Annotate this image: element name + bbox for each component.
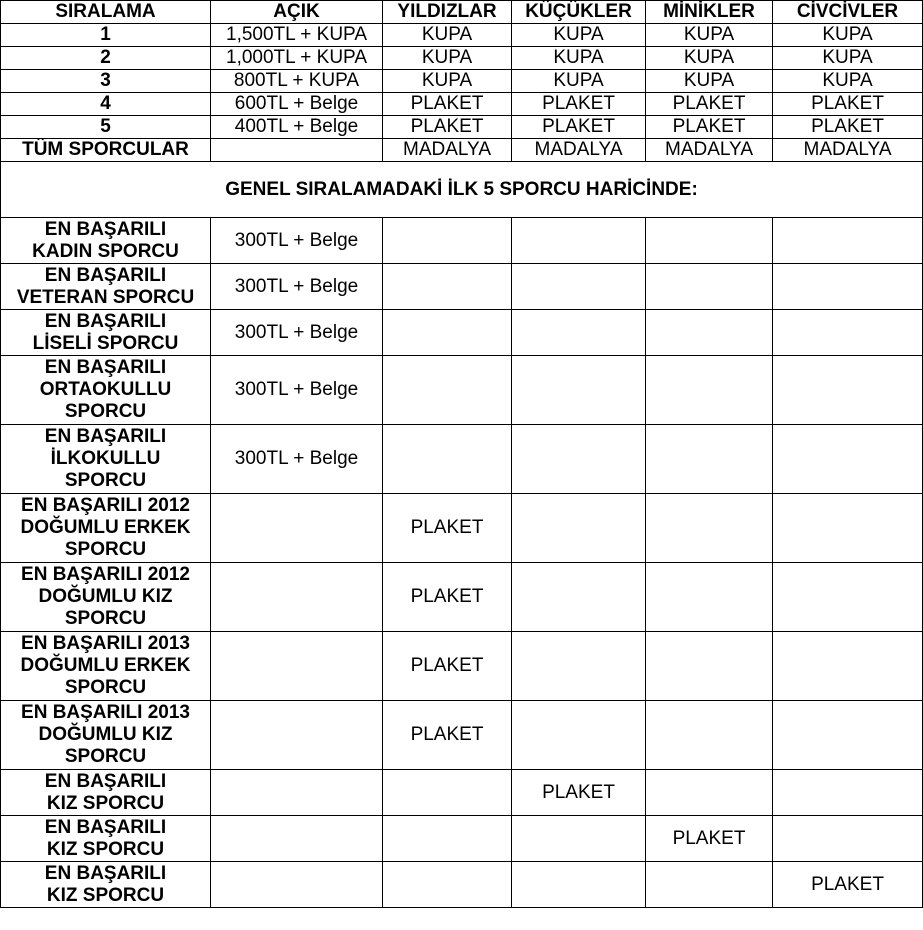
header-cell-civcivler: CİVCİVLER [773, 1, 923, 24]
table-cell [773, 632, 923, 701]
special-label [1, 494, 211, 563]
table-cell: KUPA [383, 47, 512, 70]
rank-label: 2 [1, 47, 211, 70]
table-cell [646, 356, 773, 425]
table-cell: PLAKET [512, 116, 646, 139]
label-line: DOĞUMLU KIZ [38, 586, 173, 607]
rank-row-5 [1, 116, 923, 139]
label-line: SPORCU [64, 401, 147, 422]
label-line: KADIN SPORCU [32, 240, 179, 262]
label-line: ORTAOKULLU [39, 379, 172, 400]
table-cell: PLAKET [646, 816, 773, 862]
rank-row-3 [1, 70, 923, 93]
table-cell [383, 218, 512, 264]
table-cell: KUPA [773, 24, 923, 47]
special-row-veteran [1, 264, 923, 310]
table-cell [383, 356, 512, 425]
rank-row-1 [1, 24, 923, 47]
table-cell [773, 264, 923, 310]
table-cell: 300TL + Belge [211, 310, 383, 356]
label-line: EN BAŞARILI [44, 862, 167, 884]
label-line: SPORCU [64, 539, 147, 560]
label-line: İLKOKULLU [50, 448, 161, 469]
label-line: KIZ SPORCU [46, 838, 165, 860]
table-cell [512, 494, 646, 563]
rank-row-2 [1, 47, 923, 70]
table-cell: PLAKET [512, 93, 646, 116]
table-cell [512, 862, 646, 908]
label-line: SPORCU [64, 470, 147, 491]
label-line: KIZ SPORCU [46, 792, 165, 814]
special-label [1, 310, 211, 356]
table-cell [646, 494, 773, 563]
special-label [1, 862, 211, 908]
table-cell [211, 494, 383, 563]
table-cell: MADALYA [773, 139, 923, 162]
special-label [1, 218, 211, 264]
table-cell [512, 356, 646, 425]
table-cell [646, 632, 773, 701]
label-line: EN BAŞARILI [44, 770, 167, 792]
table-cell [773, 218, 923, 264]
special-label [1, 632, 211, 701]
table-cell [383, 425, 512, 494]
table-cell: KUPA [512, 24, 646, 47]
rank-row-all-athletes [1, 139, 923, 162]
table-cell [773, 770, 923, 816]
special-row-liseli [1, 310, 923, 356]
table-cell [211, 139, 383, 162]
table-cell: KUPA [646, 70, 773, 93]
table-cell [646, 770, 773, 816]
header-cell-yildizlar: YILDIZLAR [383, 1, 512, 24]
special-label [1, 701, 211, 770]
table-cell: 300TL + Belge [211, 264, 383, 310]
label-line: DOĞUMLU ERKEK [20, 655, 191, 676]
label-line: EN BAŞARILI 2013 [21, 702, 190, 723]
table-cell: KUPA [512, 47, 646, 70]
table-cell: 1,000TL + KUPA [211, 47, 383, 70]
header-cell-acik: AÇIK [211, 1, 383, 24]
table-cell [211, 701, 383, 770]
table-cell [773, 356, 923, 425]
table-cell: PLAKET [773, 862, 923, 908]
table-cell [646, 218, 773, 264]
table-cell [211, 563, 383, 632]
table-cell: PLAKET [383, 116, 512, 139]
special-row-2012-erkek [1, 494, 923, 563]
special-row-2013-kiz [1, 701, 923, 770]
table-cell [211, 632, 383, 701]
table-cell: 300TL + Belge [211, 356, 383, 425]
note-text: GENEL SIRALAMADAKİ İLK 5 SPORCU HARİCİNDE: [1, 162, 923, 218]
label-line: VETERAN SPORCU [16, 286, 195, 308]
note-row [1, 162, 923, 218]
label-line: SPORCU [64, 608, 147, 629]
table-cell: 400TL + Belge [211, 116, 383, 139]
table-cell: PLAKET [512, 770, 646, 816]
special-row-2012-kiz [1, 563, 923, 632]
label-line: EN BAŞARILI 2012 [21, 564, 190, 585]
special-row-ilkokullu [1, 425, 923, 494]
special-label [1, 770, 211, 816]
table-cell: 300TL + Belge [211, 218, 383, 264]
label-line: EN BAŞARILI [44, 357, 167, 378]
label-line: EN BAŞARILI 2012 [21, 495, 190, 516]
table-cell [383, 310, 512, 356]
table-cell [773, 425, 923, 494]
special-row-kiz-minikler [1, 816, 923, 862]
table-cell [646, 425, 773, 494]
table-cell: KUPA [646, 24, 773, 47]
table-cell: PLAKET [646, 93, 773, 116]
table-cell [512, 218, 646, 264]
label-line: SPORCU [64, 746, 147, 767]
rank-label: 4 [1, 93, 211, 116]
table-cell [512, 701, 646, 770]
rank-row-4 [1, 93, 923, 116]
table-cell [646, 563, 773, 632]
table-cell [512, 264, 646, 310]
table-cell [646, 310, 773, 356]
label-line: DOĞUMLU ERKEK [20, 517, 191, 538]
label-line: EN BAŞARILI [44, 310, 167, 332]
special-row-ortaokullu [1, 356, 923, 425]
special-row-kiz-civcivler [1, 862, 923, 908]
table-cell [211, 816, 383, 862]
table-cell: 600TL + Belge [211, 93, 383, 116]
table-cell [773, 816, 923, 862]
special-row-kadin [1, 218, 923, 264]
table-cell: PLAKET [383, 494, 512, 563]
label-line: DOĞUMLU KIZ [38, 724, 173, 745]
table-cell [646, 701, 773, 770]
rank-label: 3 [1, 70, 211, 93]
table-cell: KUPA [646, 47, 773, 70]
table-cell: KUPA [773, 47, 923, 70]
table-cell [383, 770, 512, 816]
table-cell: PLAKET [383, 563, 512, 632]
table-cell [512, 816, 646, 862]
table-cell: 300TL + Belge [211, 425, 383, 494]
table-cell: PLAKET [773, 116, 923, 139]
header-cell-siralama: SIRALAMA [1, 1, 211, 24]
label-line: EN BAŞARILI [44, 264, 167, 286]
rank-label: TÜM SPORCULAR [1, 139, 211, 162]
table-cell: KUPA [383, 24, 512, 47]
table-cell: KUPA [773, 70, 923, 93]
label-line: SPORCU [64, 677, 147, 698]
label-line: KIZ SPORCU [46, 884, 165, 906]
special-label [1, 816, 211, 862]
table-cell [512, 310, 646, 356]
table-cell [773, 701, 923, 770]
table-cell [773, 494, 923, 563]
label-line: EN BAŞARILI [44, 218, 167, 240]
special-label [1, 563, 211, 632]
label-line: EN BAŞARILI 2013 [21, 633, 190, 654]
table-cell [512, 632, 646, 701]
label-line: EN BAŞARILI [44, 816, 167, 838]
table-cell [383, 816, 512, 862]
table-cell: PLAKET [773, 93, 923, 116]
table-cell: PLAKET [383, 93, 512, 116]
table-cell [773, 563, 923, 632]
table-cell [383, 264, 512, 310]
table-cell: KUPA [512, 70, 646, 93]
table-cell [773, 310, 923, 356]
table-cell: PLAKET [646, 116, 773, 139]
table-cell [211, 862, 383, 908]
table-cell [211, 770, 383, 816]
table-cell [383, 862, 512, 908]
table-cell [646, 862, 773, 908]
label-line: LİSELİ SPORCU [32, 332, 179, 354]
header-row [1, 1, 923, 24]
table-cell: 800TL + KUPA [211, 70, 383, 93]
table-cell: 1,500TL + KUPA [211, 24, 383, 47]
rank-label: 5 [1, 116, 211, 139]
table-cell: MADALYA [512, 139, 646, 162]
special-row-2013-erkek [1, 632, 923, 701]
special-label [1, 264, 211, 310]
table-cell: MADALYA [646, 139, 773, 162]
label-line: EN BAŞARILI [44, 426, 167, 447]
header-cell-kucukler: KÜÇÜKLER [512, 1, 646, 24]
table-cell [646, 264, 773, 310]
special-label [1, 356, 211, 425]
rank-label: 1 [1, 24, 211, 47]
table-cell [512, 425, 646, 494]
table-cell: PLAKET [383, 701, 512, 770]
table-cell [512, 563, 646, 632]
special-label [1, 425, 211, 494]
table-cell: KUPA [383, 70, 512, 93]
table-cell: PLAKET [383, 632, 512, 701]
special-row-kiz-kucukler [1, 770, 923, 816]
table-cell: MADALYA [383, 139, 512, 162]
header-cell-minikler: MİNİKLER [646, 1, 773, 24]
